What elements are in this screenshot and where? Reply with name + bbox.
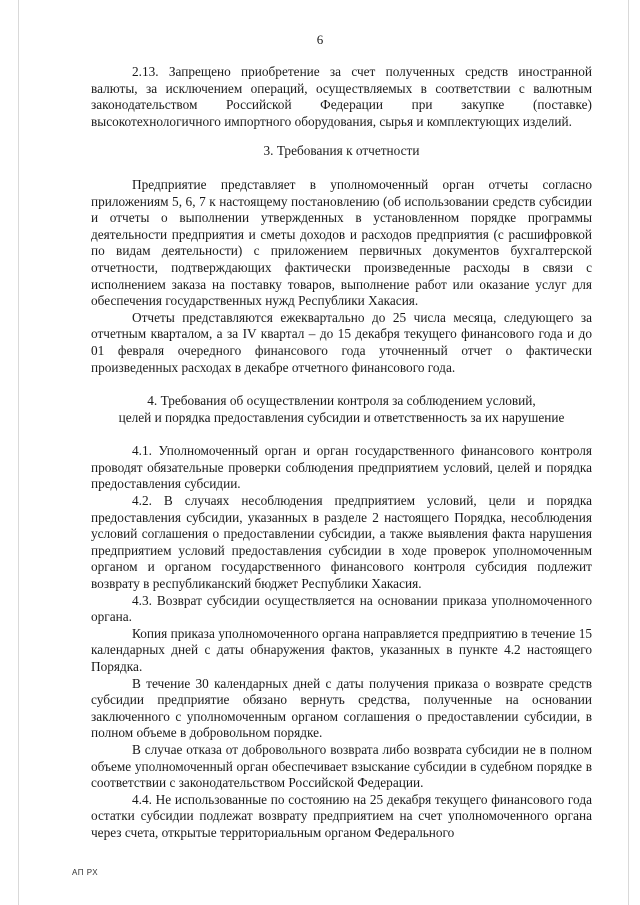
footer-mark: АП РХ [72, 868, 99, 877]
section-4-title-line-1: 4. Требования об осуществлении контроля за соблюдением условий, [147, 393, 536, 409]
right-page-edge [628, 0, 629, 905]
paragraph-2-13: 2.13. Запрещено приобретение за счет полученных средств иностранной валюты, за исключением операций, осуществляемых в соответствии с валютным законодательством Российской Федерации при закупке (поставке) высокотехнологичного импортного оборудования, сырья и комплектующих изделий. [91, 64, 592, 129]
page-number: 6 [316, 32, 324, 47]
paragraph-4-4: 4.4. Не использованные по состоянию на 25 декабря текущего финансового года остатки субсидии подлежат возврату предприятием на счет уполномоченного органа через счета, открытые территориальным органом Федерального [91, 791, 592, 840]
paragraph-4-1: 4.1. Уполномоченный орган и орган государственного финансового контроля проводят обязательные проверки соблюдения предприятием условий, целей и порядка предоставления субсидии. [91, 443, 592, 492]
left-page-edge [18, 0, 19, 905]
paragraph-voluntary-return: В течение 30 календарных дней с даты получения приказа о возврате средств субсидии предприятие обязано вернуть средства, полученные на основании заключенного с уполномоченным органом соглашения о предоставлении субсидии, в полном объеме в добровольном порядке. [91, 675, 592, 741]
paragraph-court-recovery: В случае отказа от добровольного возврата либо возврата субсидии не в полном объеме уполномоченный орган обеспечивает взыскание субсидии в судебном порядке в соответствии с законодательством Российской Федерации. [91, 741, 592, 791]
section-3-paragraph: Отчеты представляются ежеквартально до 25 числа месяца, следующего за отчетным кварталом, а за IV квартал – до 15 декабря текущего финансового года и до 01 февраля очередного финансового года уточненный отчет о фактически произведенных расходах в декабре отчетного финансового года. [91, 309, 592, 375]
section-3-paragraph: Предприятие представляет в уполномоченный орган отчеты согласно приложениям 5, 6, 7 к настоящему постановлению (об использовании средств субсидии и отчеты о выполнении утвержденных в установленном порядке программы деятельности предприятия и сметы доходов и расходов предприятия (с расшифровкой по видам деятельности) с приложением первичных документов бухгалтерской отчетности, подтверждающих фактически произведенные расходы в связи с исполнением заказа на поставку товаров, выполнение работ или оказание услуг для обеспечения государственных нужд Республики Хакасия. [91, 176, 592, 309]
paragraph-4-3: 4.3. Возврат субсидии осуществляется на основании приказа уполномоченного органа. [91, 592, 592, 625]
section-3-title: 3. Требования к отчетности [263, 143, 420, 159]
paragraph-4-2: 4.2. В случаях несоблюдения предприятием условий, цели и порядка предоставления субсидии, указанных в разделе 2 настоящего Порядка, несоблюдения условий соглашения о предоставлении субсидии, а также выявления факта нарушения предприятием условий предоставления субсидии в ходе проверок уполномоченным органом и органом государственного финансового контроля субсидия подлежит возврату в республиканский бюджет Республики Хакасия. [91, 493, 592, 592]
document-body [91, 64, 592, 842]
paragraph-order-copy: Копия приказа уполномоченного органа направляется предприятию в течение 15 календарных дней с даты обнаружения фактов, указанных в пункте 4.2 настоящего Порядка. [91, 625, 592, 674]
section-4-title-line-2: целей и порядка предоставления субсидии и ответственность за их нарушение [118, 409, 565, 425]
